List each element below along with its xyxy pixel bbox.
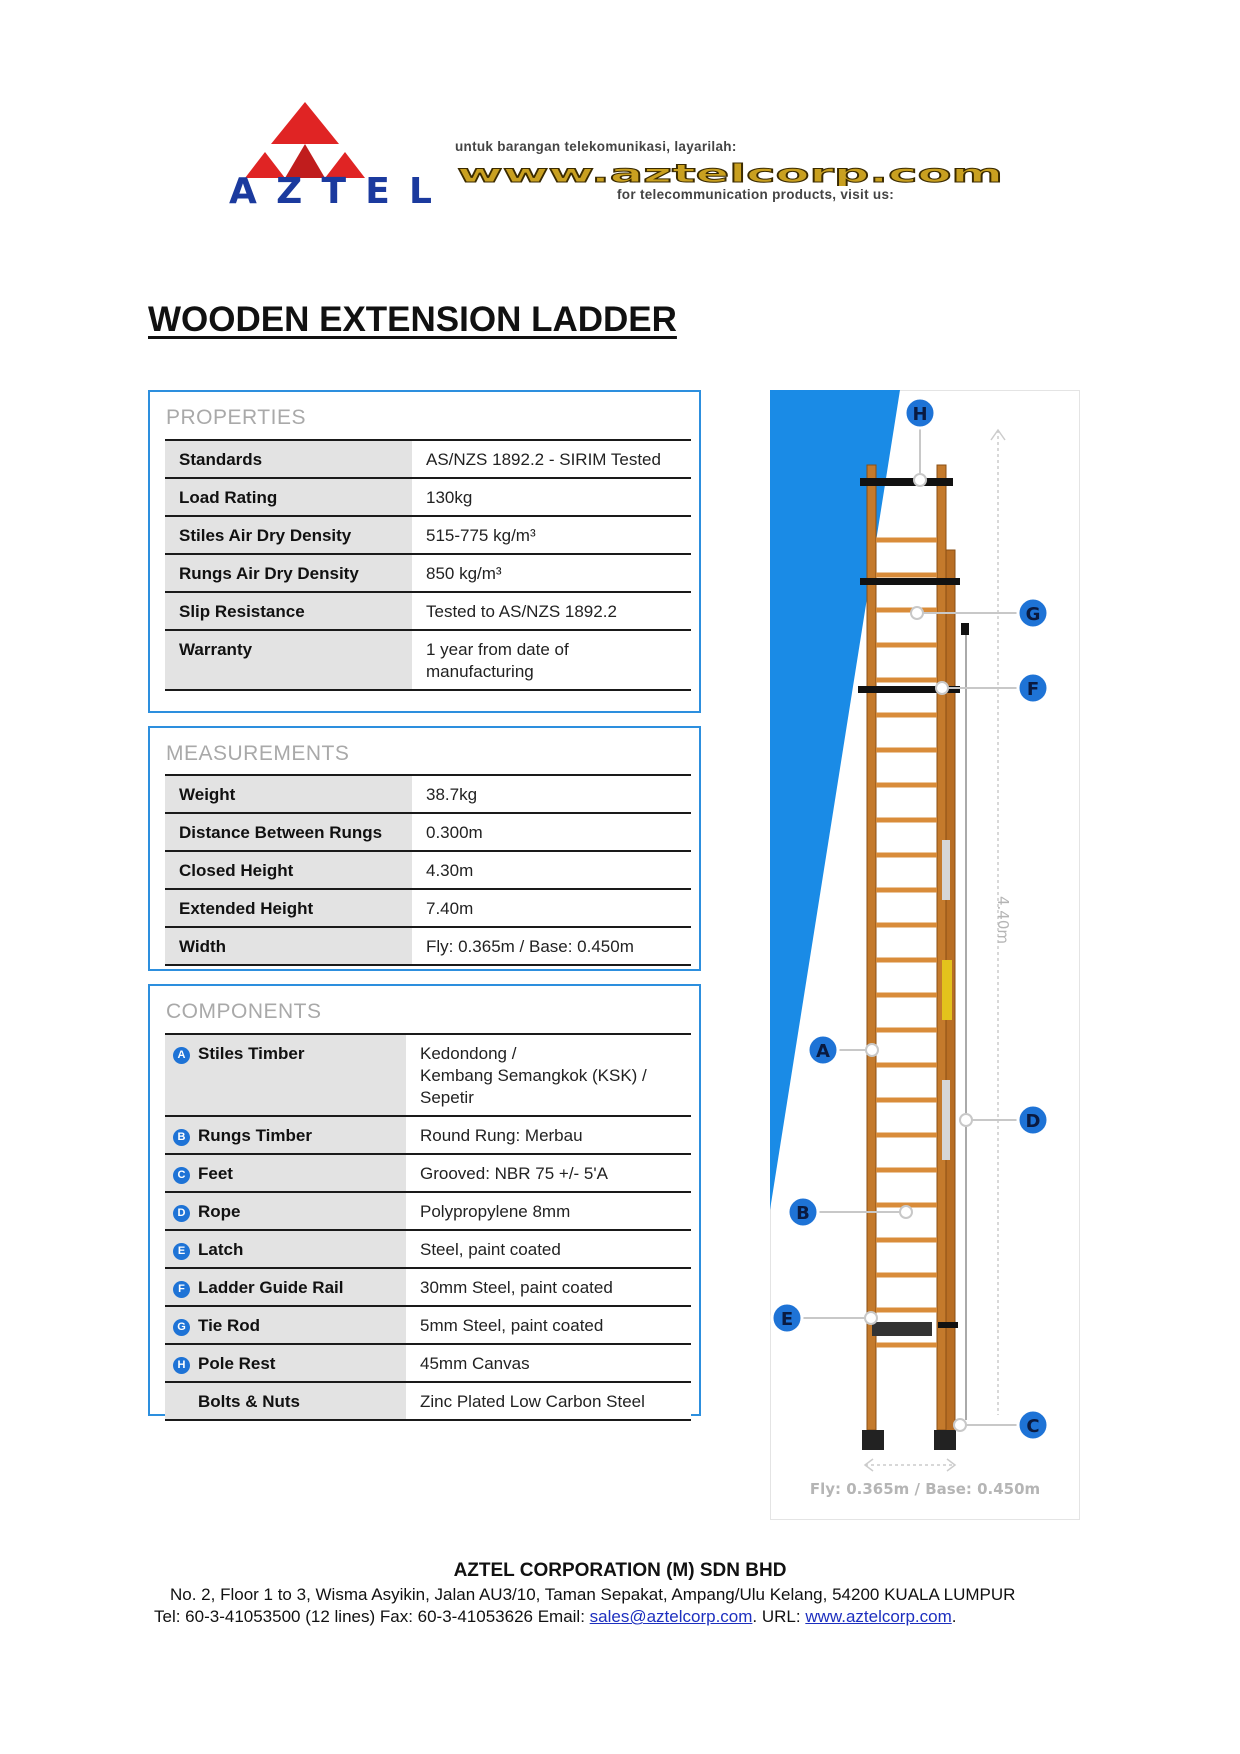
badge-a-icon: A: [173, 1047, 190, 1064]
width-label: Fly: 0.365m / Base: 0.450m: [809, 1480, 1041, 1498]
row-value: 130kg: [412, 478, 691, 516]
tagline-english: for telecommunication products, visit us:: [617, 187, 895, 202]
table-row: [165, 1268, 691, 1306]
callout-b: [788, 1197, 818, 1227]
callout-c-label: C: [1026, 1416, 1040, 1437]
url-suffix: .: [951, 1607, 957, 1626]
callout-c: [1018, 1410, 1048, 1440]
measurements-table: [165, 774, 691, 966]
table-row: [165, 927, 691, 965]
row-value: Grooved: NBR 75 +/- 5'A: [406, 1154, 691, 1192]
footer-contact: [154, 1607, 957, 1627]
website-link[interactable]: www.aztelcorp.com: [805, 1607, 952, 1626]
ladder-diagram: [770, 390, 1080, 1520]
row-label: Ladder Guide Rail: [198, 1278, 344, 1297]
table-row: [165, 554, 691, 592]
row-label: Bolts & Nuts: [198, 1392, 300, 1411]
row-value: 30mm Steel, paint coated: [406, 1268, 691, 1306]
components-table: [165, 1033, 691, 1421]
row-value: [412, 630, 691, 690]
row-label: Latch: [198, 1240, 244, 1259]
email-link[interactable]: sales@aztelcorp.com: [589, 1607, 753, 1626]
value-line: manufacturing: [426, 662, 534, 681]
row-value: Zinc Plated Low Carbon Steel: [406, 1382, 691, 1420]
logo-triangles-icon: [225, 98, 440, 208]
table-row: [165, 440, 691, 478]
row-label: Closed Height: [165, 851, 412, 889]
table-row: [165, 851, 691, 889]
row-label: Load Rating: [165, 478, 412, 516]
row-value: 45mm Canvas: [406, 1344, 691, 1382]
table-row: [165, 1306, 691, 1344]
value-line: Kedondong /: [420, 1044, 517, 1063]
row-value: Fly: 0.365m / Base: 0.450m: [412, 927, 691, 965]
table-row: [165, 1344, 691, 1382]
badge-g-icon: G: [173, 1319, 190, 1336]
table-row: [165, 889, 691, 927]
properties-table: [165, 439, 691, 691]
properties-panel: [148, 390, 701, 713]
aztel-logo: [225, 98, 440, 208]
badge-e-icon: E: [173, 1243, 190, 1260]
callout-e: [772, 1303, 802, 1333]
badge-b-icon: B: [173, 1129, 190, 1146]
row-value: 5mm Steel, paint coated: [406, 1306, 691, 1344]
badge-h-icon: H: [173, 1357, 190, 1374]
value-line: Sepetir: [420, 1088, 474, 1107]
height-label: 4.40m: [994, 895, 1012, 945]
properties-heading: PROPERTIES: [166, 406, 306, 429]
badge-d-icon: D: [173, 1205, 190, 1222]
table-row: [165, 1192, 691, 1230]
callout-g-label: G: [1025, 604, 1041, 625]
contact-text: Tel: 60-3-41053500 (12 lines) Fax: 60-3-41053626 Email:: [154, 1607, 590, 1626]
logo-text: AZTEL: [229, 171, 434, 208]
row-label: Weight: [165, 775, 412, 813]
badge-c-icon: C: [173, 1167, 190, 1184]
url-banner: [455, 160, 1007, 186]
table-row: [165, 1116, 691, 1154]
tagline-malay: untuk barangan telekomunikasi, layarilah:: [455, 139, 737, 154]
row-label: Stiles Timber: [198, 1044, 305, 1063]
callout-a-label: A: [816, 1041, 830, 1062]
row-value: 7.40m: [412, 889, 691, 927]
callout-d-label: D: [1025, 1111, 1041, 1132]
callout-a: [808, 1035, 838, 1065]
row-value: AS/NZS 1892.2 - SIRIM Tested: [412, 440, 691, 478]
table-row: [165, 1154, 691, 1192]
row-label: Tie Rod: [198, 1316, 261, 1335]
row-label: Width: [165, 927, 412, 965]
row-label: Rungs Timber: [198, 1126, 312, 1145]
value-line: Kembang Semangkok (KSK) /: [420, 1066, 647, 1085]
table-row: [165, 516, 691, 554]
row-value: 515-775 kg/m³: [412, 516, 691, 554]
callout-d: [1018, 1105, 1048, 1135]
row-label: Rope: [198, 1202, 241, 1221]
row-value: 4.30m: [412, 851, 691, 889]
row-value: Round Rung: Merbau: [406, 1116, 691, 1154]
row-value: Tested to AS/NZS 1892.2: [412, 592, 691, 630]
table-row: [165, 592, 691, 630]
callout-h-label: H: [912, 404, 928, 425]
callout-e-label: E: [780, 1309, 794, 1330]
row-value: [406, 1034, 691, 1116]
row-value: 0.300m: [412, 813, 691, 851]
ladder-illustration: [770, 390, 1080, 1520]
row-label: Standards: [165, 440, 412, 478]
row-label: Feet: [198, 1164, 233, 1183]
measurements-panel: [148, 726, 701, 971]
row-label: Slip Resistance: [165, 592, 412, 630]
row-value: 38.7kg: [412, 775, 691, 813]
row-label: Pole Rest: [198, 1354, 276, 1373]
row-label: Rungs Air Dry Density: [165, 554, 412, 592]
callout-h: [905, 398, 935, 428]
components-panel: [148, 984, 701, 1416]
row-value: Polypropylene 8mm: [406, 1192, 691, 1230]
callout-g: [1018, 598, 1048, 628]
table-row: [165, 630, 691, 690]
row-value: 850 kg/m³: [412, 554, 691, 592]
callout-f: [1018, 673, 1048, 703]
footer-address: No. 2, Floor 1 to 3, Wisma Asyikin, Jalan AU3/10, Taman Sepakat, Ampang/Ulu Kelang, 54200 KUALA LUMPUR: [170, 1585, 1016, 1604]
url-banner-text: www.aztelcorp.com: [457, 160, 1003, 186]
row-label: Extended Height: [165, 889, 412, 927]
row-label: Warranty: [165, 630, 412, 690]
footer-company: AZTEL CORPORATION (M) SDN BHD: [453, 1560, 787, 1581]
table-row: [165, 1034, 691, 1116]
page-title: WOODEN EXTENSION LADDER: [148, 300, 677, 339]
table-row: [165, 813, 691, 851]
url-prefix: . URL:: [752, 1607, 806, 1626]
components-heading: COMPONENTS: [166, 1000, 322, 1023]
table-row: [165, 478, 691, 516]
badge-f-icon: F: [173, 1281, 190, 1298]
value-line: 1 year from date of: [426, 640, 569, 659]
table-row: [165, 1382, 691, 1420]
row-label: Distance Between Rungs: [165, 813, 412, 851]
callout-b-label: B: [796, 1203, 810, 1224]
measurements-heading: MEASUREMENTS: [166, 742, 350, 765]
table-row: [165, 775, 691, 813]
row-value: Steel, paint coated: [406, 1230, 691, 1268]
table-row: [165, 1230, 691, 1268]
callout-f-label: F: [1026, 679, 1040, 700]
row-label: Stiles Air Dry Density: [165, 516, 412, 554]
